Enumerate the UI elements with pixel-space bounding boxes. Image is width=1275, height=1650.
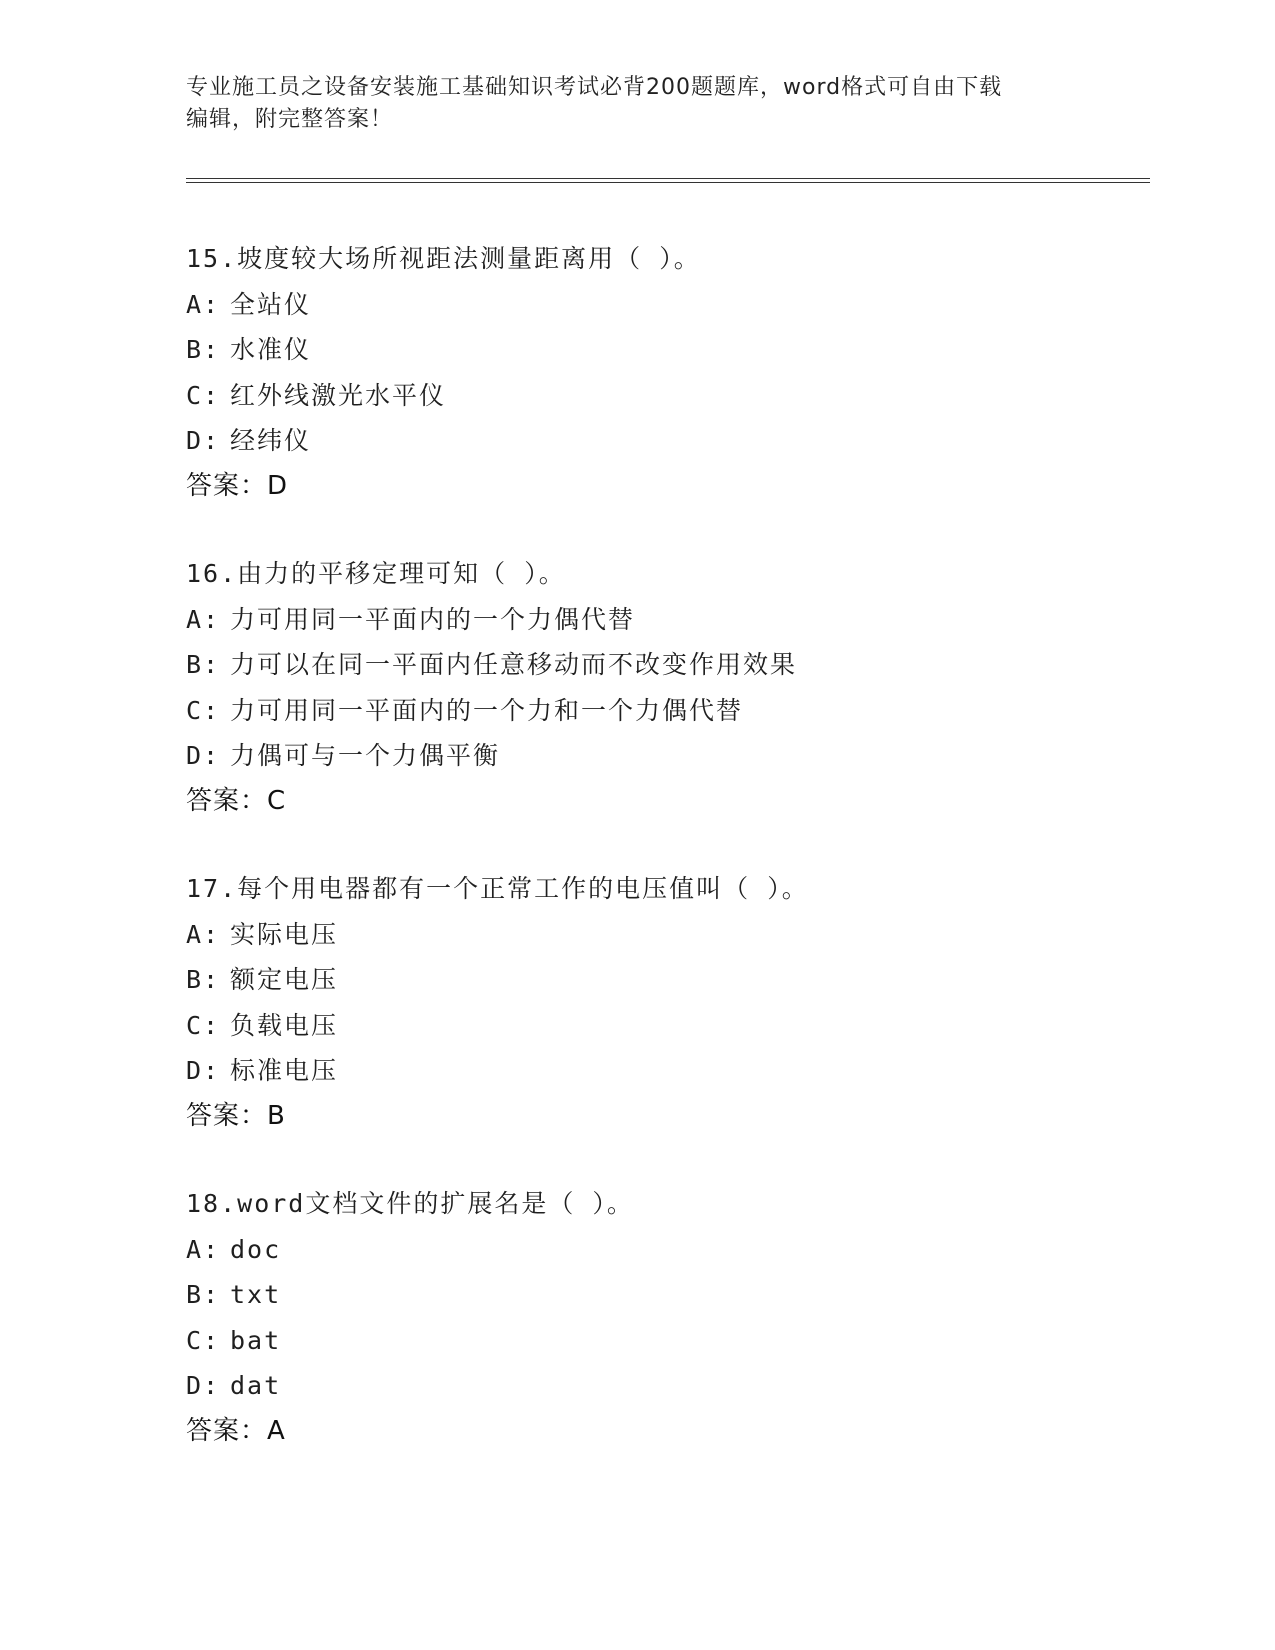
document-header <box>186 72 1066 136</box>
option-d <box>186 733 1146 779</box>
option-letter: A: <box>186 604 221 634</box>
option-b <box>186 327 1146 373</box>
option-letter: B: <box>186 1280 221 1309</box>
option-text: txt <box>230 1280 282 1309</box>
answer-line: 答案：D <box>186 470 289 501</box>
option-text: 标准电压 <box>230 1056 339 1085</box>
option-c <box>186 1318 1146 1364</box>
option-letter: B: <box>186 650 221 679</box>
option-text: dat <box>230 1371 282 1400</box>
option-text: 力可用同一平面内的一个力偶代替 <box>230 604 636 634</box>
question-16 <box>186 551 1146 824</box>
option-text: 负载电压 <box>230 1010 339 1040</box>
option-letter: A: <box>186 1234 221 1264</box>
header-double-rule <box>186 178 1150 183</box>
answer-line: 答案：B <box>186 1100 286 1131</box>
header-title-line-2: 编辑，附完整答案！ <box>186 107 394 132</box>
option-letter: B: <box>186 965 221 994</box>
answer-line: 答案：A <box>186 1415 286 1446</box>
option-text: 力可用同一平面内的一个力和一个力偶代替 <box>230 695 744 725</box>
question-15 <box>186 236 1146 509</box>
answer-line: 答案：C <box>186 785 287 816</box>
option-text: 全站仪 <box>230 289 312 319</box>
option-text: 实际电压 <box>230 919 339 949</box>
option-text: 红外线激光水平仪 <box>230 380 447 410</box>
option-b <box>186 642 1146 688</box>
question-stem: 17.每个用电器都有一个正常工作的电压值叫（ ）。 <box>186 874 809 903</box>
option-c <box>186 688 1146 734</box>
option-text: 力偶可与一个力偶平衡 <box>230 741 501 770</box>
option-a <box>186 282 1146 328</box>
option-letter: D: <box>186 1056 221 1085</box>
option-b <box>186 1272 1146 1318</box>
option-text: 力可以在同一平面内任意移动而不改变作用效果 <box>230 650 798 679</box>
option-letter: C: <box>186 1010 221 1040</box>
option-c <box>186 1003 1146 1049</box>
question-17 <box>186 866 1146 1139</box>
question-stem: 15.坡度较大场所视距法测量距离用（ ）。 <box>186 244 701 273</box>
option-letter: D: <box>186 1371 221 1400</box>
option-c <box>186 373 1146 419</box>
question-stem: 16.由力的平移定理可知（ ）。 <box>186 559 566 588</box>
option-text: 经纬仪 <box>230 426 312 455</box>
option-d <box>186 1363 1146 1409</box>
option-b <box>186 957 1146 1003</box>
option-letter: B: <box>186 335 221 364</box>
option-letter: D: <box>186 426 221 455</box>
option-text: doc <box>230 1234 282 1264</box>
option-a <box>186 1227 1146 1273</box>
option-text: bat <box>230 1325 282 1355</box>
option-d <box>186 418 1146 464</box>
option-letter: A: <box>186 289 221 319</box>
option-letter: C: <box>186 380 221 410</box>
option-a <box>186 912 1146 958</box>
question-18 <box>186 1181 1146 1454</box>
option-d <box>186 1048 1146 1094</box>
option-text: 水准仪 <box>230 335 312 364</box>
option-letter: C: <box>186 1325 221 1355</box>
question-list <box>186 236 1146 1496</box>
option-a <box>186 597 1146 643</box>
question-stem: 18.word文档文件的扩展名是（ ）。 <box>186 1189 634 1218</box>
option-text: 额定电压 <box>230 965 339 994</box>
header-title-line-1: 专业施工员之设备安装施工基础知识考试必背200题题库，word格式可自由下载 <box>186 75 1003 100</box>
option-letter: C: <box>186 695 221 725</box>
option-letter: D: <box>186 741 221 770</box>
option-letter: A: <box>186 919 221 949</box>
